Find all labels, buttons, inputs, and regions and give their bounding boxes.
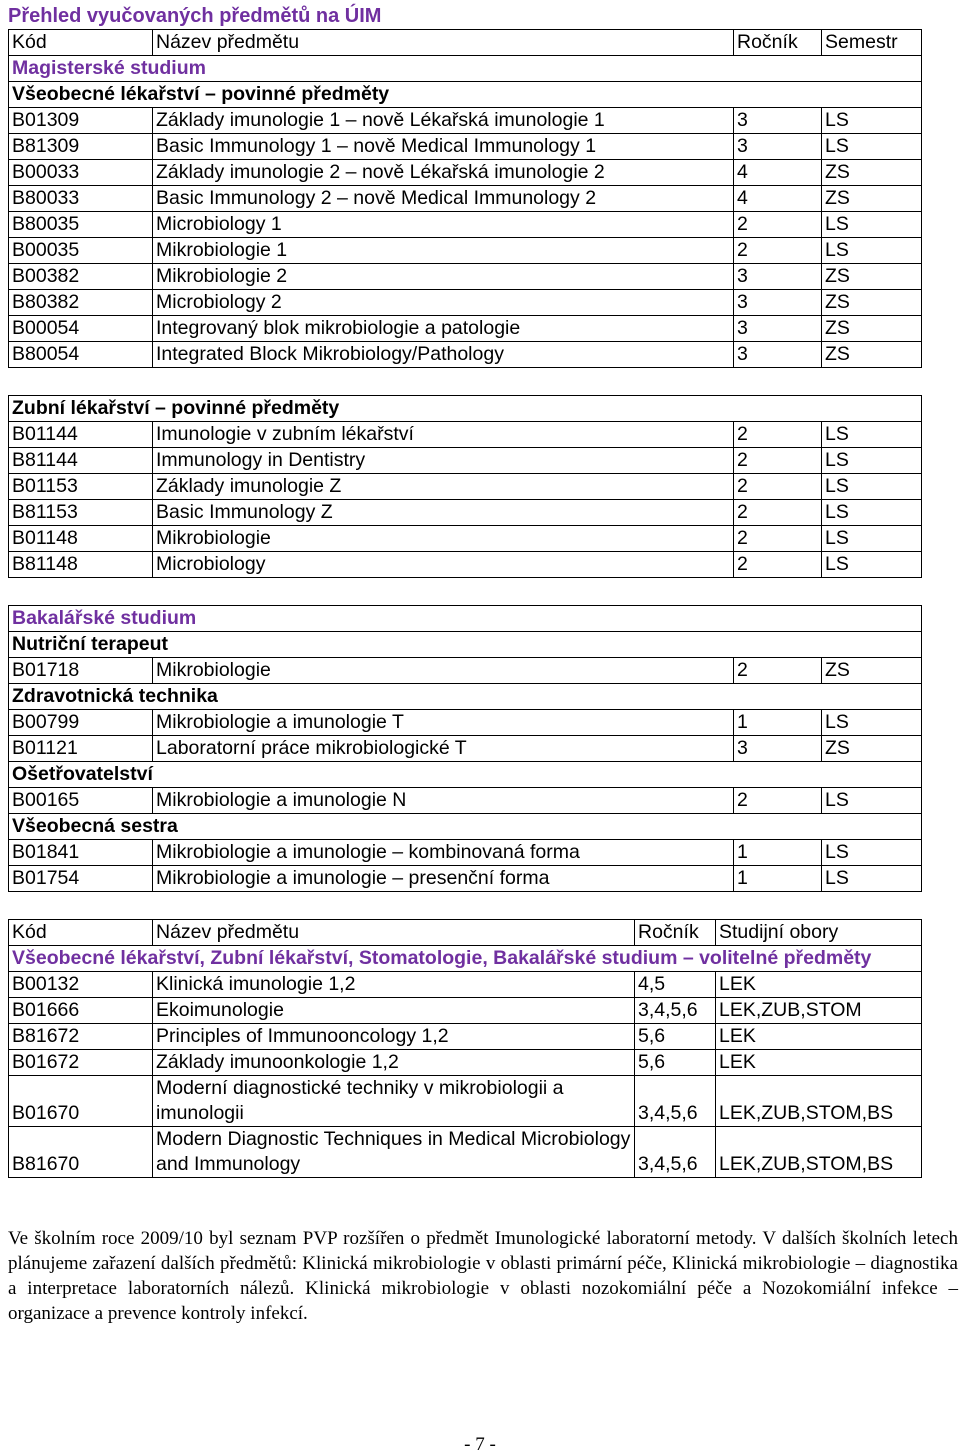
cell-code: B00382: [9, 264, 153, 290]
table-row: [9, 1127, 922, 1178]
cell-year: 2: [734, 212, 822, 238]
cell-subject-name: Základy imunologie 2 – nově Lékařská imunologie 2: [153, 160, 734, 186]
cell-year: 2: [734, 448, 822, 474]
table-row: [9, 658, 922, 684]
cell-semester: LS: [822, 500, 922, 526]
cell-code: B80033: [9, 186, 153, 212]
group-name: Zdravotnická technika: [9, 684, 922, 710]
cell-subject-name: Integrovaný blok mikrobiologie a patologie: [153, 316, 734, 342]
cell-year: 2: [734, 474, 822, 500]
table-row: [9, 290, 922, 316]
cell-code: B81148: [9, 552, 153, 578]
group-dentistry: Zubní lékařství – povinné předměty: [9, 396, 922, 422]
cell-code: B00033: [9, 160, 153, 186]
cell-semester: ZS: [822, 290, 922, 316]
header-semester: Semestr: [822, 30, 922, 56]
group-name: Ošetřovatelství: [9, 762, 922, 788]
cell-semester: ZS: [822, 316, 922, 342]
cell-subject-name: Ekoimunologie: [153, 998, 635, 1024]
cell-year: 2: [734, 526, 822, 552]
table-row: [9, 998, 922, 1024]
cell-semester: LS: [822, 238, 922, 264]
table-elective-subjects: [8, 919, 922, 1178]
cell-year: 3: [734, 342, 822, 368]
table-row: [9, 108, 922, 134]
cell-code: B01121: [9, 736, 153, 762]
cell-year: 4,5: [635, 972, 716, 998]
section-master-studies: Magisterské studium: [9, 56, 922, 82]
cell-year: 3: [734, 736, 822, 762]
table-row: [9, 160, 922, 186]
page-number: - 7 -: [464, 1434, 496, 1455]
cell-code: B00035: [9, 238, 153, 264]
cell-code: B01666: [9, 998, 153, 1024]
cell-code: B00132: [9, 972, 153, 998]
cell-subject-name: Základy imunologie Z: [153, 474, 734, 500]
header-year: Ročník: [635, 920, 716, 946]
cell-subject-name: Mikrobiologie a imunologie N: [153, 788, 734, 814]
header-subject-name: Název předmětu: [153, 920, 635, 946]
cell-year: 1: [734, 866, 822, 892]
cell-year: 3: [734, 264, 822, 290]
table-row: [9, 264, 922, 290]
cell-subject-name: Základy imunologie 1 – nově Lékařská imunologie 1: [153, 108, 734, 134]
cell-semester: LS: [822, 448, 922, 474]
cell-semester: LS: [822, 526, 922, 552]
cell-subject-name: Mikrobiologie a imunologie – presenční forma: [153, 866, 734, 892]
cell-semester: LS: [822, 866, 922, 892]
cell-year: 4: [734, 186, 822, 212]
table-row: [9, 972, 922, 998]
cell-year: 5,6: [635, 1050, 716, 1076]
cell-subject-name: Basic Immunology Z: [153, 500, 734, 526]
cell-subject-name: Mikrobiologie: [153, 526, 734, 552]
cell-code: B00799: [9, 710, 153, 736]
cell-subject-name: Imunologie v zubním lékařství: [153, 422, 734, 448]
note-paragraph: Ve školním roce 2009/10 byl seznam PVP rozšířen o předmět Imunologické laboratorní metody. V dalších školních letech plánujeme zařazení dalších předmětů: Klinická mikrobiologie v oblasti primární péče, Klinická mikrobiologie – diagnostika a interpretace laboratorních nálezů. Klinická mikrobiologie v oblasti nozokomiální péče a Nozokomiální infekce – organizace a prevence kontroly infekcí.: [8, 1228, 958, 1324]
table-row: [9, 1076, 922, 1127]
cell-subject-name: Microbiology 2: [153, 290, 734, 316]
section-row: [9, 946, 922, 972]
group-general-medicine: Všeobecné lékařství – povinné předměty: [9, 82, 922, 108]
table-header-row: [9, 920, 922, 946]
cell-semester: LS: [822, 552, 922, 578]
document-title: Přehled vyučovaných předmětů na ÚIM: [8, 5, 382, 27]
cell-code: B01309: [9, 108, 153, 134]
table-row: [9, 238, 922, 264]
table-row: [9, 1050, 922, 1076]
cell-subject-name: Mikrobiologie 2: [153, 264, 734, 290]
cell-year: 2: [734, 422, 822, 448]
cell-study-programs: LEK: [716, 1050, 922, 1076]
cell-semester: LS: [822, 474, 922, 500]
cell-semester: LS: [822, 840, 922, 866]
cell-year: 3,4,5,6: [635, 1127, 716, 1178]
header-code: Kód: [9, 920, 153, 946]
cell-year: 2: [734, 552, 822, 578]
cell-subject-name: Klinická imunologie 1,2: [153, 972, 635, 998]
table-row: [9, 710, 922, 736]
cell-code: B80382: [9, 290, 153, 316]
section-bachelor-studies: Bakalářské studium: [9, 606, 922, 632]
cell-code: B01153: [9, 474, 153, 500]
cell-subject-name: Microbiology 1: [153, 212, 734, 238]
header-code: Kód: [9, 30, 153, 56]
cell-year: 1: [734, 710, 822, 736]
cell-code: B00165: [9, 788, 153, 814]
group-row: [9, 814, 922, 840]
cell-code: B01718: [9, 658, 153, 684]
cell-subject-name: Immunology in Dentistry: [153, 448, 734, 474]
cell-code: B01670: [9, 1076, 153, 1127]
cell-code: B81153: [9, 500, 153, 526]
cell-semester: ZS: [822, 186, 922, 212]
cell-code: B81670: [9, 1127, 153, 1178]
group-name: Nutriční terapeut: [9, 632, 922, 658]
cell-year: 3: [734, 108, 822, 134]
table-row: [9, 422, 922, 448]
group-row: [9, 684, 922, 710]
cell-year: 1: [734, 840, 822, 866]
cell-semester: ZS: [822, 736, 922, 762]
cell-subject-name: Principles of Immunooncology 1,2: [153, 1024, 635, 1050]
cell-study-programs: LEK,ZUB,STOM,BS: [716, 1127, 922, 1178]
cell-year: 2: [734, 500, 822, 526]
table-compulsory-general-medicine: [8, 29, 922, 368]
section-row: [9, 56, 922, 82]
table-row: [9, 212, 922, 238]
cell-year: 3,4,5,6: [635, 1076, 716, 1127]
cell-code: B80054: [9, 342, 153, 368]
cell-study-programs: LEK,ZUB,STOM: [716, 998, 922, 1024]
table-row: [9, 500, 922, 526]
cell-subject-name: Moderní diagnostické techniky v mikrobiologii a imunologii: [153, 1076, 635, 1127]
cell-code: B81672: [9, 1024, 153, 1050]
cell-code: B80035: [9, 212, 153, 238]
cell-semester: LS: [822, 788, 922, 814]
cell-year: 2: [734, 788, 822, 814]
cell-subject-name: Integrated Block Mikrobiology/Pathology: [153, 342, 734, 368]
header-study-programs: Studijní obory: [716, 920, 922, 946]
cell-year: 4: [734, 160, 822, 186]
cell-semester: ZS: [822, 342, 922, 368]
cell-code: B01841: [9, 840, 153, 866]
cell-subject-name: Mikrobiologie a imunologie T: [153, 710, 734, 736]
table-row: [9, 186, 922, 212]
cell-subject-name: Mikrobiologie 1: [153, 238, 734, 264]
cell-semester: LS: [822, 134, 922, 160]
table-row: [9, 448, 922, 474]
cell-year: 2: [734, 238, 822, 264]
cell-year: 3: [734, 290, 822, 316]
cell-code: B01144: [9, 422, 153, 448]
cell-semester: LS: [822, 212, 922, 238]
section-elective-subjects: Všeobecné lékařství, Zubní lékařství, Stomatologie, Bakalářské studium – volitelné předměty: [9, 946, 922, 972]
group-row: [9, 396, 922, 422]
cell-semester: ZS: [822, 160, 922, 186]
cell-subject-name: Basic Immunology 1 – nově Medical Immunology 1: [153, 134, 734, 160]
table-row: [9, 840, 922, 866]
cell-subject-name: Microbiology: [153, 552, 734, 578]
group-row: [9, 632, 922, 658]
cell-year: 3,4,5,6: [635, 998, 716, 1024]
table-row: [9, 552, 922, 578]
table-row: [9, 134, 922, 160]
cell-semester: LS: [822, 710, 922, 736]
table-row: [9, 342, 922, 368]
cell-study-programs: LEK: [716, 1024, 922, 1050]
cell-code: B81309: [9, 134, 153, 160]
cell-subject-name: Modern Diagnostic Techniques in Medical Microbiology and Immunology: [153, 1127, 635, 1178]
group-row: [9, 82, 922, 108]
cell-year: 3: [734, 316, 822, 342]
header-year: Ročník: [734, 30, 822, 56]
cell-code: B01672: [9, 1050, 153, 1076]
table-compulsory-dentistry: [8, 395, 922, 578]
cell-study-programs: LEK,ZUB,STOM,BS: [716, 1076, 922, 1127]
group-name: Všeobecná sestra: [9, 814, 922, 840]
table-row: [9, 1024, 922, 1050]
cell-code: B00054: [9, 316, 153, 342]
table-row: [9, 526, 922, 552]
cell-semester: LS: [822, 108, 922, 134]
cell-year: 2: [734, 658, 822, 684]
header-subject-name: Název předmětu: [153, 30, 734, 56]
cell-subject-name: Mikrobiologie a imunologie – kombinovaná forma: [153, 840, 734, 866]
cell-subject-name: Laboratorní práce mikrobiologické T: [153, 736, 734, 762]
cell-semester: ZS: [822, 264, 922, 290]
cell-code: B81144: [9, 448, 153, 474]
table-row: [9, 866, 922, 892]
cell-study-programs: LEK: [716, 972, 922, 998]
cell-subject-name: Basic Immunology 2 – nově Medical Immunology 2: [153, 186, 734, 212]
cell-code: B01754: [9, 866, 153, 892]
cell-code: B01148: [9, 526, 153, 552]
table-header-row: [9, 30, 922, 56]
section-row: [9, 606, 922, 632]
cell-semester: LS: [822, 422, 922, 448]
table-row: [9, 788, 922, 814]
table-row: [9, 316, 922, 342]
cell-subject-name: Základy imunoonkologie 1,2: [153, 1050, 635, 1076]
table-bachelor-studies: [8, 605, 922, 892]
cell-year: 3: [734, 134, 822, 160]
table-row: [9, 736, 922, 762]
cell-subject-name: Mikrobiologie: [153, 658, 734, 684]
table-row: [9, 474, 922, 500]
cell-year: 5,6: [635, 1024, 716, 1050]
group-row: [9, 762, 922, 788]
cell-semester: ZS: [822, 658, 922, 684]
